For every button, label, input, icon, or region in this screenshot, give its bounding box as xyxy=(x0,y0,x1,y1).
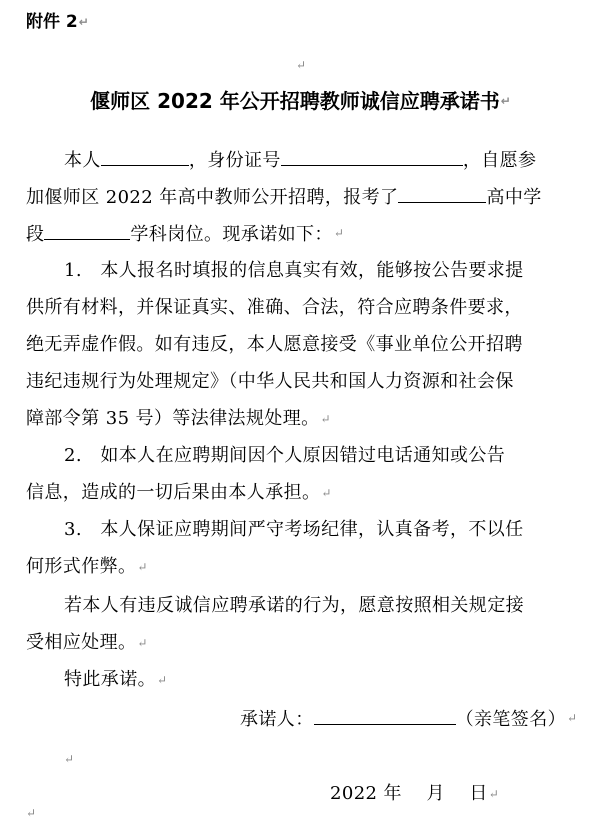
item2-line: 信息，造成的一切后果由本人承担。↵ xyxy=(26,482,332,503)
paragraph-mark-icon: ↵ xyxy=(320,412,332,426)
item1-line: 障部令第 35 号）等法律法规处理。↵ xyxy=(26,408,332,429)
closing-line: 特此承诺。↵ xyxy=(64,669,168,690)
item1-line: 供所有材料，并保证真实、准确、合法，符合应聘条件要求， xyxy=(26,297,523,318)
document-title: 偃师区 2022 年公开招聘教师诚信应聘承诺书↵ xyxy=(90,89,511,113)
paragraph-mark-icon: ↵ xyxy=(488,787,500,801)
paragraph-mark-icon: ↵ xyxy=(333,226,345,240)
signature-line: 承诺人： （亲笔签名）↵ xyxy=(240,706,577,732)
consequence-line: 受相应处理。↵ xyxy=(26,632,148,653)
school-blank[interactable] xyxy=(398,184,486,203)
item3-line: 何形式作弊。↵ xyxy=(26,556,148,577)
item1-line: 1. 本人报名时填报的信息真实有效，能够按公告要求提 xyxy=(64,260,524,281)
name-blank[interactable] xyxy=(101,147,189,166)
id-number-blank[interactable] xyxy=(281,147,463,166)
paragraph-mark-icon: ↵ xyxy=(157,673,168,687)
paragraph-mark-icon: ↵ xyxy=(26,806,37,820)
item3-line: 3. 本人保证应聘期间严守考场纪律，认真备考，不以任 xyxy=(64,519,524,540)
item2-line: 2. 如本人在应聘期间因个人原因错过电话通知或公告 xyxy=(64,445,506,466)
intro-line-3: 段 学科岗位。现承诺如下：↵ xyxy=(26,221,344,247)
paragraph-mark-icon: ↵ xyxy=(137,636,148,650)
paragraph-mark-icon: ↵ xyxy=(567,711,578,725)
paragraph-mark-icon: ↵ xyxy=(296,58,307,72)
attachment-label: 附件 2↵ xyxy=(26,12,89,32)
signature-blank[interactable] xyxy=(314,706,456,725)
paragraph-mark-icon: ↵ xyxy=(64,752,75,766)
item1-line: 绝无弄虚作假。如有违反，本人愿意接受《事业单位公开招聘 xyxy=(26,334,523,355)
paragraph-mark-icon: ↵ xyxy=(78,15,89,29)
intro-line-1: 本人 ，身份证号 ，自愿参 xyxy=(64,147,536,173)
paragraph-mark-icon: ↵ xyxy=(137,560,148,574)
date-line: 2022 年 月 日↵ xyxy=(330,783,500,804)
subject-blank[interactable] xyxy=(44,221,130,240)
paragraph-mark-icon: ↵ xyxy=(321,486,332,500)
intro-line-2: 加偃师区 2022 年高中教师公开招聘，报考了 高中学 xyxy=(26,184,542,210)
paragraph-mark-icon: ↵ xyxy=(500,94,511,108)
item1-line: 违纪违规行为处理规定》（中华人民共和国人力资源和社会保 xyxy=(26,371,514,392)
consequence-line: 若本人有违反诚信应聘承诺的行为，愿意按照相关规定接 xyxy=(64,595,524,616)
